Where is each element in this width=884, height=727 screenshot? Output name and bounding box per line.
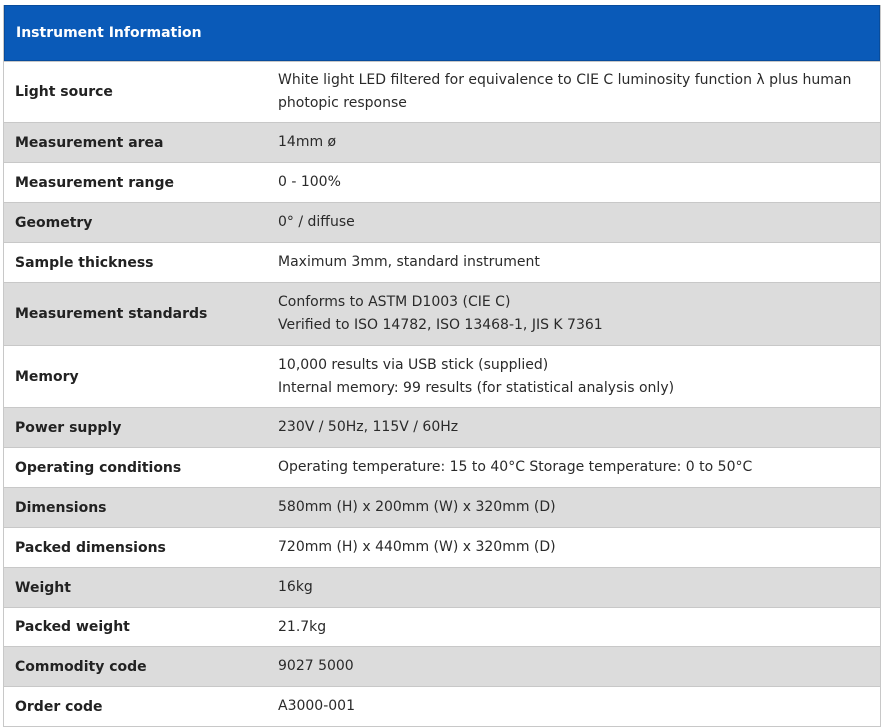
table-row [4, 487, 880, 527]
table-body [4, 61, 880, 726]
row-label: Operating conditions [15, 459, 182, 476]
row-value-line: 16kg [278, 579, 313, 595]
table-title: Instrument Information [16, 25, 202, 41]
row-value-line: 720mm (H) x 440mm (W) x 320mm (D) [278, 539, 556, 555]
table-row [4, 607, 880, 646]
table-row [4, 447, 880, 487]
row-value-line: 580mm (H) x 200mm (W) x 320mm (D) [278, 499, 556, 515]
row-value-line: 0 - 100% [278, 174, 341, 190]
table-row [4, 162, 880, 202]
row-label: Weight [15, 579, 71, 596]
row-value-line: 0° / diffuse [278, 214, 355, 230]
row-label: Memory [15, 368, 79, 385]
row-value-line: 10,000 results via USB stick (supplied) [278, 356, 549, 373]
row-value [278, 211, 880, 234]
row-value [278, 496, 880, 519]
table-row [4, 202, 880, 242]
row-value [278, 576, 880, 599]
row-value [278, 171, 880, 194]
row-value [278, 69, 880, 115]
row-value-line: photopic response [278, 95, 407, 111]
row-label: Measurement range [15, 174, 175, 191]
row-value-line: 21.7kg [278, 618, 327, 635]
row-label: Measurement standards [15, 306, 208, 322]
row-value-line: A3000-001 [278, 698, 355, 714]
row-value-line: Conforms to ASTM D1003 (CIE C) [278, 294, 511, 310]
row-value [278, 536, 880, 559]
row-label: Commodity code [15, 658, 147, 675]
row-value-line: Maximum 3mm, standard instrument [278, 254, 540, 270]
table-row [4, 345, 880, 407]
row-label: Geometry [15, 214, 93, 231]
row-value [278, 416, 880, 439]
table-row [4, 242, 880, 282]
row-label: Packed dimensions [15, 539, 166, 556]
row-value [278, 291, 880, 337]
table-row [4, 407, 880, 447]
row-value [278, 456, 880, 479]
table-row [4, 122, 880, 162]
row-value-line: Internal memory: 99 results (for statistical analysis only) [278, 379, 675, 396]
row-value [278, 131, 880, 154]
row-label: Dimensions [15, 499, 107, 516]
row-label: Measurement area [15, 134, 164, 151]
row-value-line: White light LED filtered for equivalence to CIE C luminosity function λ plus human [278, 72, 852, 88]
table-row [4, 527, 880, 567]
row-label: Packed weight [15, 619, 130, 635]
row-value-line: Operating temperature: 15 to 40°C Storage temperature: 0 to 50°C [278, 459, 753, 475]
row-label: Sample thickness [15, 254, 154, 271]
table-header [4, 5, 880, 61]
table-row [4, 646, 880, 686]
row-label: Power supply [15, 419, 122, 436]
row-value [278, 616, 880, 639]
row-value-line: 14mm ø [278, 134, 337, 150]
row-value-line: 9027 5000 [278, 658, 354, 674]
row-label: Order code [15, 698, 103, 715]
row-value [278, 655, 880, 678]
table-row [4, 282, 880, 345]
row-value [278, 251, 880, 274]
table-row [4, 567, 880, 607]
row-value-line: Verified to ISO 14782, ISO 13468-1, JIS K 7361 [278, 317, 603, 333]
instrument-info-table [3, 5, 881, 727]
row-label: Light source [15, 84, 113, 100]
table-row [4, 686, 880, 726]
row-value-line: 230V / 50Hz, 115V / 60Hz [278, 419, 459, 435]
table-row [4, 61, 880, 122]
row-value [278, 354, 880, 400]
row-value [278, 695, 880, 718]
